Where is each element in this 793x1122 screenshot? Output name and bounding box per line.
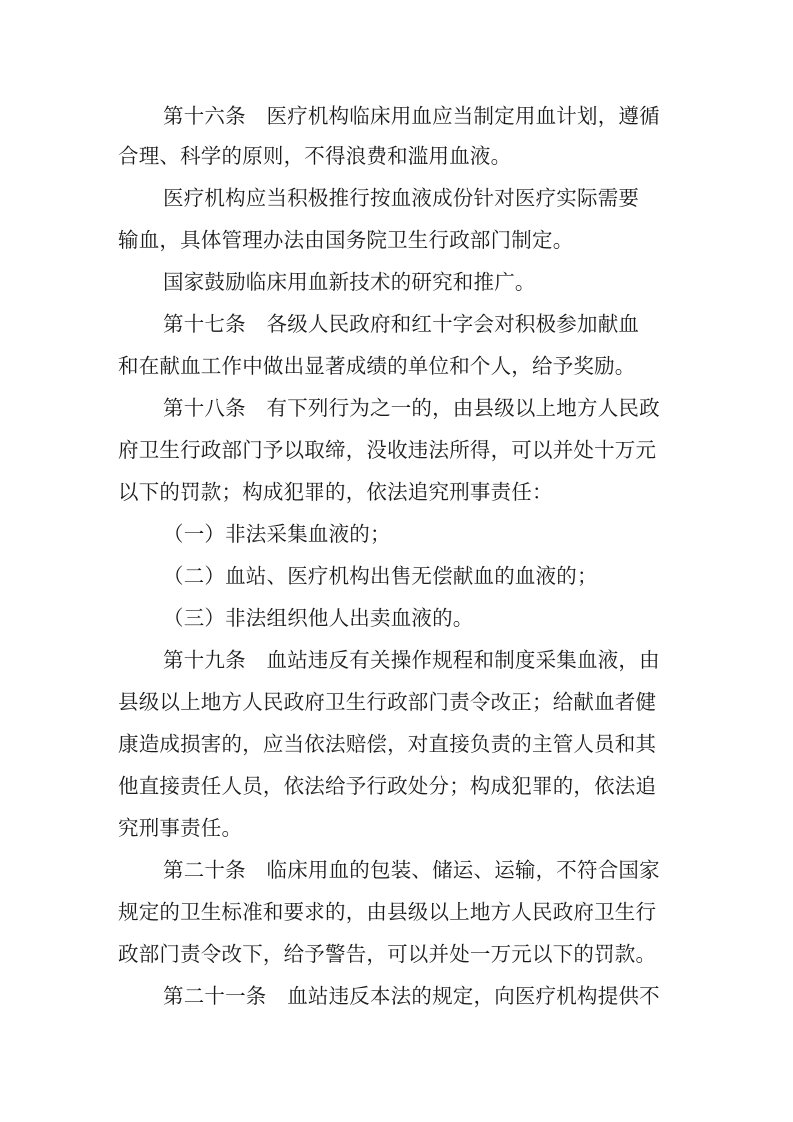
text-line: 医疗机构应当积极推行按血液成份针对医疗实际需要 xyxy=(163,186,640,210)
text-line: 以下的罚款；构成犯罪的，依法追究刑事责任： xyxy=(118,480,553,504)
text-line: 究刑事责任。 xyxy=(118,816,243,840)
text-line: 第十八条 有下列行为之一的，由县级以上地方人民政 xyxy=(163,396,660,420)
text-line: 第十六条 医疗机构临床用血应当制定用血计划，遵循 xyxy=(163,104,660,128)
text-line: 规定的卫生标准和要求的，由县级以上地方人民政府卫生行 xyxy=(118,900,657,924)
text-line: 第十七条 各级人民政府和红十字会对积极参加献血 xyxy=(163,312,640,336)
text-line: 合理、科学的原则，不得浪费和滥用血液。 xyxy=(118,144,512,168)
text-line: 输血，具体管理办法由国务院卫生行政部门制定。 xyxy=(118,228,574,252)
text-line: （一）非法采集血液的； xyxy=(163,522,391,546)
text-line: 第二十一条 血站违反本法的规定，向医疗机构提供不 xyxy=(163,984,660,1008)
text-line: 府卫生行政部门予以取缔，没收违法所得，可以并处十万元 xyxy=(118,438,657,462)
text-line: （二）血站、医疗机构出售无偿献血的血液的； xyxy=(163,564,598,588)
text-line: 第二十条 临床用血的包装、储运、运输，不符合国家 xyxy=(163,858,660,882)
text-line: （三）非法组织他人出卖血液的。 xyxy=(163,606,474,630)
text-line: 和在献血工作中做出显著成绩的单位和个人，给予奖励。 xyxy=(118,354,636,378)
text-line: 康造成损害的，应当依法赔偿，对直接负责的主管人员和其 xyxy=(118,732,657,756)
text-line: 县级以上地方人民政府卫生行政部门责令改正；给献血者健 xyxy=(118,690,657,714)
text-line: 国家鼓励临床用血新技术的研究和推广。 xyxy=(163,270,536,294)
text-line: 第十九条 血站违反有关操作规程和制度采集血液，由 xyxy=(163,648,660,672)
text-line: 他直接责任人员，依法给予行政处分；构成犯罪的，依法追 xyxy=(118,774,657,798)
text-line: 政部门责令改下，给予警告，可以并处一万元以下的罚款。 xyxy=(118,942,657,966)
